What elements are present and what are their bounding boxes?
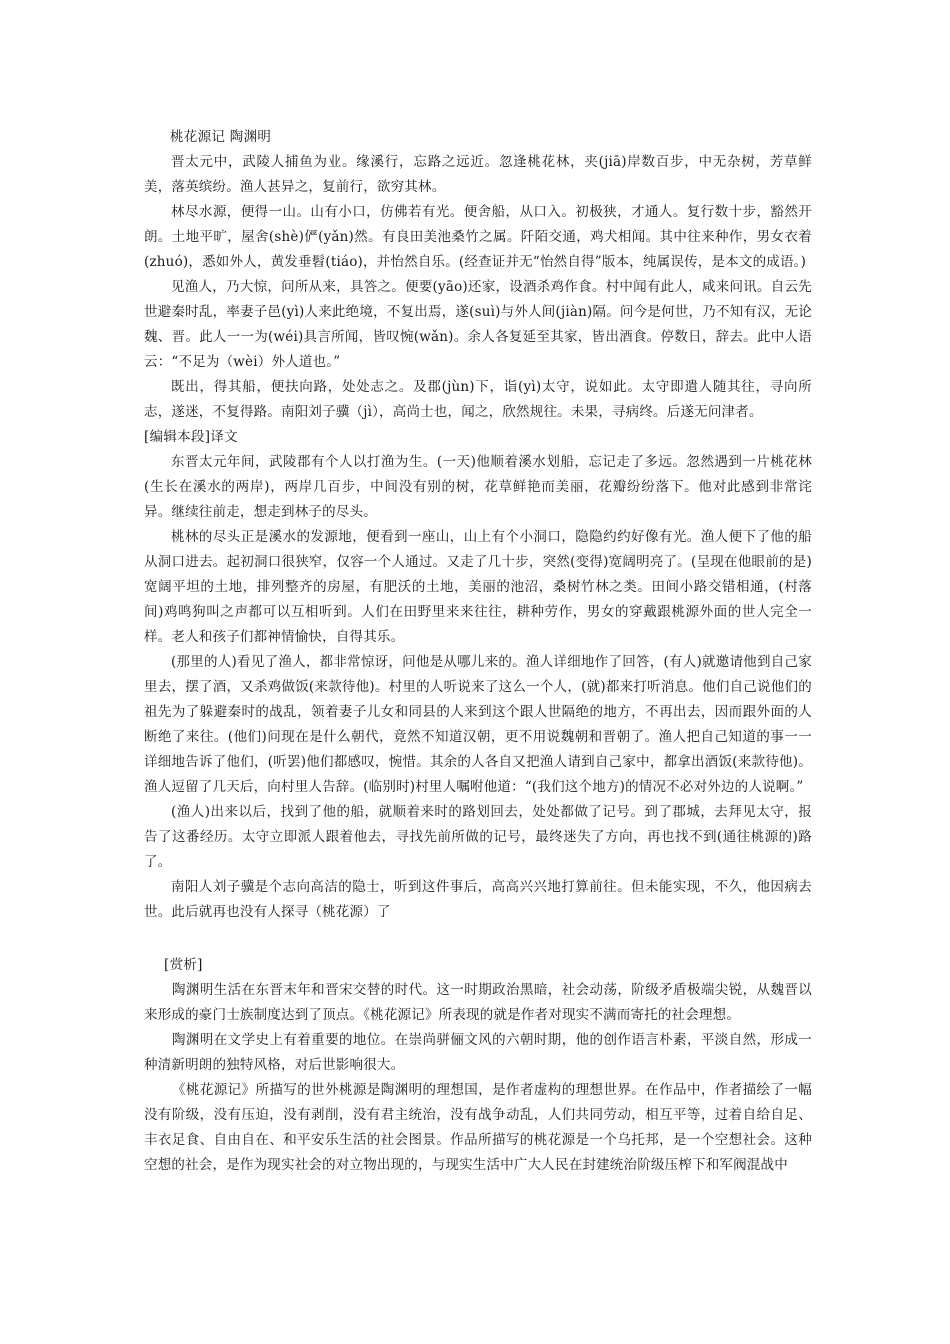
document-page: [144, 124, 812, 1178]
document-title: 桃花源记 陶渊明: [170, 129, 272, 145]
original-paragraph-2: 林尽水源，便得一山。山有小口，仿佛若有光。便舍船，从口入。初极狭，才通人。复行数十步，豁然开朗。土地平旷，屋舍(shè)俨(yǎn)然。有良田美池桑竹之属。阡陌交通，鸡犬相闻。其中往来种作，男女衣着(zhuó)，悉如外人，黄发垂髫(tiáo)，并怡然自乐。(经查证并无“怡然自得”版本，纯属误传，是本文的成语。): [144, 204, 812, 270]
translation-paragraph-1: 东晋太元年间，武陵郡有个人以打渔为生。(一天)他顺着溪水划船，忘记走了多远。忽然遇到一片桃花林(生长在溪水的两岸)，两岸几百步，中间没有别的树，花草鲜艳而美丽，花瓣纷纷落下。他对此感到非常诧异。继续往前走，想走到林子的尽头。: [144, 454, 812, 520]
original-paragraph-1: 晋太元中，武陵人捕鱼为业。缘溪行，忘路之远近。忽逢桃花林，夹(jiā)岸数百步，中无杂树，芳草鲜美，落英缤纷。渔人甚异之，复前行，欲穷其林。: [144, 154, 812, 195]
analysis-paragraph-3: 《桃花源记》所描写的世外桃源是陶渊明的理想国，是作者虚构的理想世界。在作品中，作者描绘了一幅没有阶级，没有压迫，没有剥削，没有君主统治，没有战争动乱，人们共同劳动，相互平等，过着自给自足、丰衣足食、自由自在、和平安乐生活的社会图景。作品所描写的桃花源是一个乌托邦，是一个空想社会。这种空想的社会，是作为现实社会的对立物出现的，与现实生活中广大人民在封建统治阶级压榨下和军阀混战中: [144, 1082, 812, 1173]
analysis-paragraph-1: 陶渊明生活在东晋末年和晋宋交替的时代。这一时期政治黑暗，社会动荡，阶级矛盾极端尖锐，从魏晋以来形成的豪门士族制度达到了顶点。《桃花源记》所表现的就是作者对现实不满而寄托的社会理想。: [144, 982, 812, 1023]
translation-paragraph-2: 桃林的尽头正是溪水的发源地，便看到一座山，山上有个小洞口，隐隐约约好像有光。渔人便下了他的船从洞口进去。起初洞口很狭窄，仅容一个人通过。又走了几十步，突然(变得)宽阔明亮了。(呈现在他眼前的是)宽阔平坦的土地，排列整齐的房屋，有肥沃的土地，美丽的池沼，桑树竹林之类。田间小路交错相通，(村落间)鸡鸣狗叫之声都可以互相听到。人们在田野里来来往往，耕种劳作，男女的穿戴跟桃源外面的世人完全一样。老人和孩子们都神情愉快，自得其乐。: [144, 529, 812, 645]
translation-paragraph-5: 南阳人刘子骥是个志向高洁的隐士，听到这件事后，高高兴兴地打算前往。但未能实现，不久，他因病去世。此后就再也没有人探寻（桃花源）了: [144, 879, 812, 920]
translation-heading: [编辑本段]译文: [144, 429, 238, 445]
original-paragraph-3: 见渔人，乃大惊，问所从来，具答之。便要(yāo)还家，设酒杀鸡作食。村中闻有此人，咸来问讯。自云先世避秦时乱，率妻子邑(yì)人来此绝境，不复出焉，遂(suì)与外人间(jiàn)隔。问今是何世，乃不知有汉，无论魏、晋。此人一一为(wéi)具言所闻，皆叹惋(wǎn)。余人各复延至其家，皆出酒食。停数日，辞去。此中人语云：“不足为（wèi）外人道也。”: [144, 279, 812, 370]
analysis-heading: [赏析]: [164, 957, 203, 973]
section-spacer: [144, 925, 812, 953]
translation-paragraph-3: (那里的人)看见了渔人，都非常惊讶，问他是从哪儿来的。渔人详细地作了回答，(有人)就邀请他到自己家里去，摆了酒，又杀鸡做饭(来款待他)。村里的人听说来了这么一个人，(就)都来打听消息。他们自己说他们的祖先为了躲避秦时的战乱，领着妻子儿女和同县的人来到这个跟人世隔绝的地方，不再出去，因而跟外面的人断绝了来往。(他们)问现在是什么朝代，竟然不知道汉朝，更不用说魏朝和晋朝了。渔人把自己知道的事一一详细地告诉了他们，(听罢)他们都感叹，惋惜。其余的人各自又把渔人请到自己家中，都拿出酒饭(来款待他)。渔人逗留了几天后，向村里人告辞。(临别时)村里人嘱咐他道：“(我们这个地方)的情况不必对外边的人说啊。”: [144, 654, 812, 795]
original-paragraph-4: 既出，得其船，便扶向路，处处志之。及郡(jùn)下，诣(yì)太守，说如此。太守即遣人随其往，寻向所志，遂迷，不复得路。南阳刘子骥（jì），高尚士也，闻之，欣然规往。未果，寻病终。后遂无问津者。: [144, 379, 812, 420]
analysis-paragraph-2: 陶渊明在文学史上有着重要的地位。在崇尚骈俪文风的六朝时期，他的创作语言朴素，平淡自然，形成一种清新明朗的独特风格，对后世影响很大。: [144, 1032, 812, 1073]
translation-paragraph-4: (渔人)出来以后，找到了他的船，就顺着来时的路划回去，处处都做了记号。到了郡城，去拜见太守，报告了这番经历。太守立即派人跟着他去，寻找先前所做的记号，最终迷失了方向，再也找不到(通往桃源的)路了。: [144, 804, 812, 870]
